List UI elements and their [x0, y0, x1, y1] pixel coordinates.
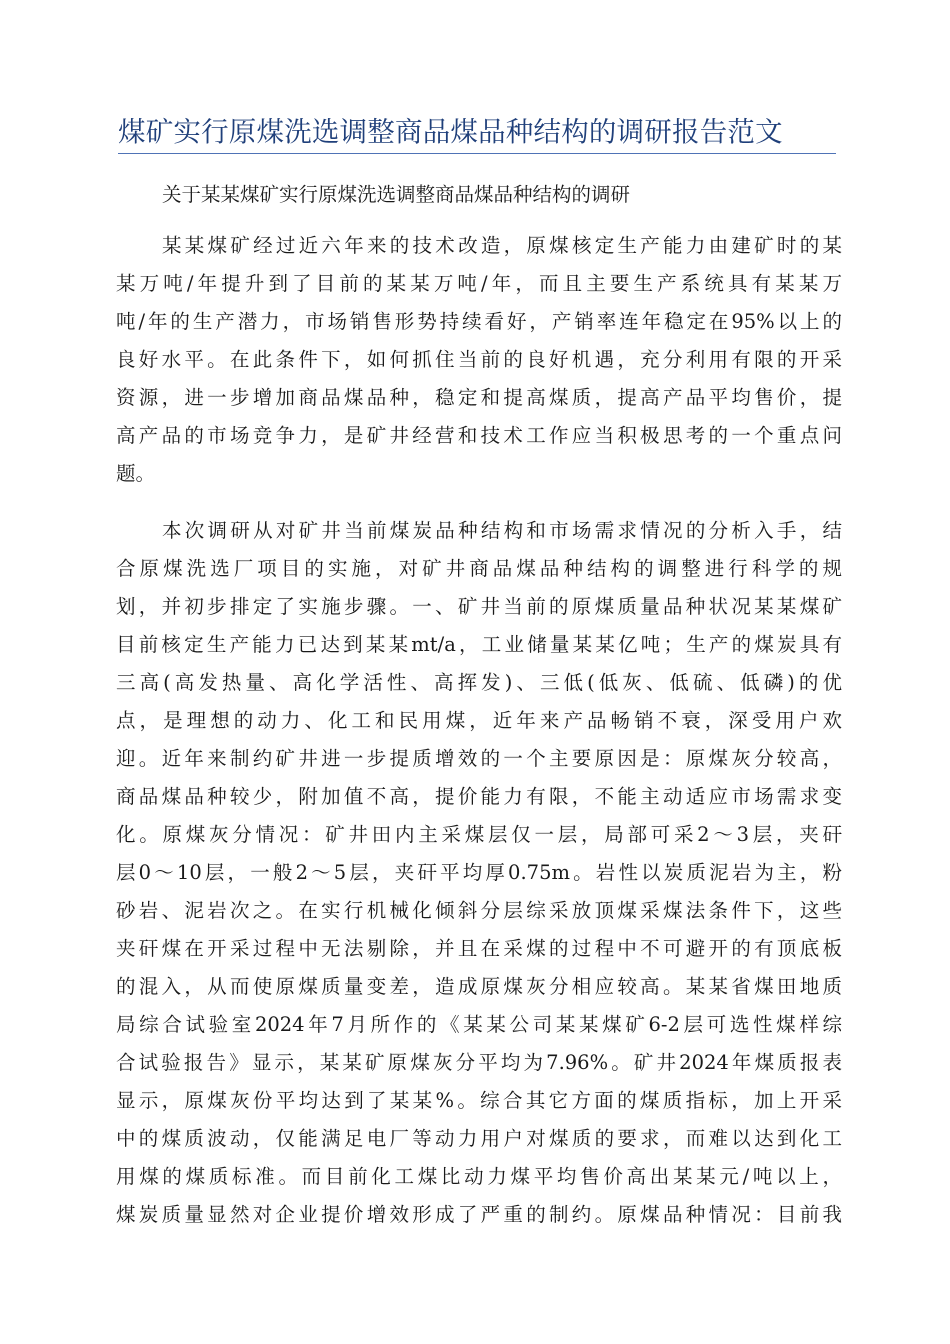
paragraph-1-line: 高产品的市场竞争力，是矿井经营和技术工作应当积极思考的一个重点问	[116, 424, 842, 447]
paragraph-1-line: 良好水平。在此条件下，如何抓住当前的良好机遇，充分利用有限的开采	[116, 348, 842, 371]
paragraph-2-line: 局综合试验室2024年7月所作的《某某公司某某煤矿6-2层可选性煤样综	[116, 1013, 842, 1036]
paragraph-2-line: 的混入，从而使原煤质量变差，造成原煤灰分相应较高。某某省煤田地质	[116, 975, 842, 998]
paragraph-2-line: 三高(高发热量、高化学活性、高挥发)、三低(低灰、低硫、低磷)的优	[116, 671, 842, 694]
paragraph-2-line: 点，是理想的动力、化工和民用煤，近年来产品畅销不衰，深受用户欢	[116, 709, 842, 732]
paragraph-2-line: 目前核定生产能力已达到某某mt/a，工业储量某某亿吨；生产的煤炭具有	[116, 633, 842, 656]
paragraph-2-line: 划，并初步排定了实施步骤。一、矿井当前的原煤质量品种状况某某煤矿	[116, 595, 842, 618]
paragraph-2-line: 本次调研从对矿井当前煤炭品种结构和市场需求情况的分析入手，结	[162, 519, 842, 542]
paragraph-2-line: 商品煤品种较少，附加值不高，提价能力有限，不能主动适应市场需求变	[116, 785, 842, 808]
paragraph-2-line: 中的煤质波动，仅能满足电厂等动力用户对煤质的要求，而难以达到化工	[116, 1127, 842, 1150]
paragraph-2-line: 迎。近年来制约矿井进一步提质增效的一个主要原因是：原煤灰分较高，	[116, 747, 842, 770]
paragraph-2-line: 显示，原煤灰份平均达到了某某%。综合其它方面的煤质指标，加上开采	[116, 1089, 842, 1112]
paragraph-2-line: 用煤的煤质标准。而目前化工煤比动力煤平均售价高出某某元/吨以上，	[116, 1165, 842, 1188]
paragraph-2-line: 砂岩、泥岩次之。在实行机械化倾斜分层综采放顶煤采煤法条件下，这些	[116, 899, 842, 922]
document-subtitle: 关于某某煤矿实行原煤洗选调整商品煤品种结构的调研	[162, 183, 631, 206]
paragraph-2-line: 煤炭质量显然对企业提价增效形成了严重的制约。原煤品种情况：目前我	[116, 1203, 842, 1226]
document-title: 煤矿实行原煤洗选调整商品煤品种结构的调研报告范文	[118, 116, 783, 148]
paragraph-1-line: 题。	[116, 462, 156, 485]
paragraph-1-line: 某某煤矿经过近六年来的技术改造，原煤核定生产能力由建矿时的某	[162, 234, 842, 257]
paragraph-2-line: 合原煤洗选厂项目的实施，对矿井商品煤品种结构的调整进行科学的规	[116, 557, 842, 580]
paragraph-1-line: 资源，进一步增加商品煤品种，稳定和提高煤质，提高产品平均售价，提	[116, 386, 842, 409]
paragraph-2-line: 化。原煤灰分情况：矿井田内主采煤层仅一层，局部可采2～3层，夹矸	[116, 823, 842, 846]
paragraph-2-line: 层0～10层，一般2～5层，夹矸平均厚0.75m。岩性以炭质泥岩为主，粉	[116, 861, 842, 884]
paragraph-1-line: 某万吨/年提升到了目前的某某万吨/年，而且主要生产系统具有某某万	[116, 272, 842, 295]
paragraph-2-line: 合试验报告》显示，某某矿原煤灰分平均为7.96%。矿井2024年煤质报表	[116, 1051, 842, 1074]
title-underline	[118, 153, 836, 154]
paragraph-1-line: 吨/年的生产潜力，市场销售形势持续看好，产销率连年稳定在95%以上的	[116, 310, 842, 333]
paragraph-2-line: 夹矸煤在开采过程中无法剔除，并且在采煤的过程中不可避开的有顶底板	[116, 937, 842, 960]
